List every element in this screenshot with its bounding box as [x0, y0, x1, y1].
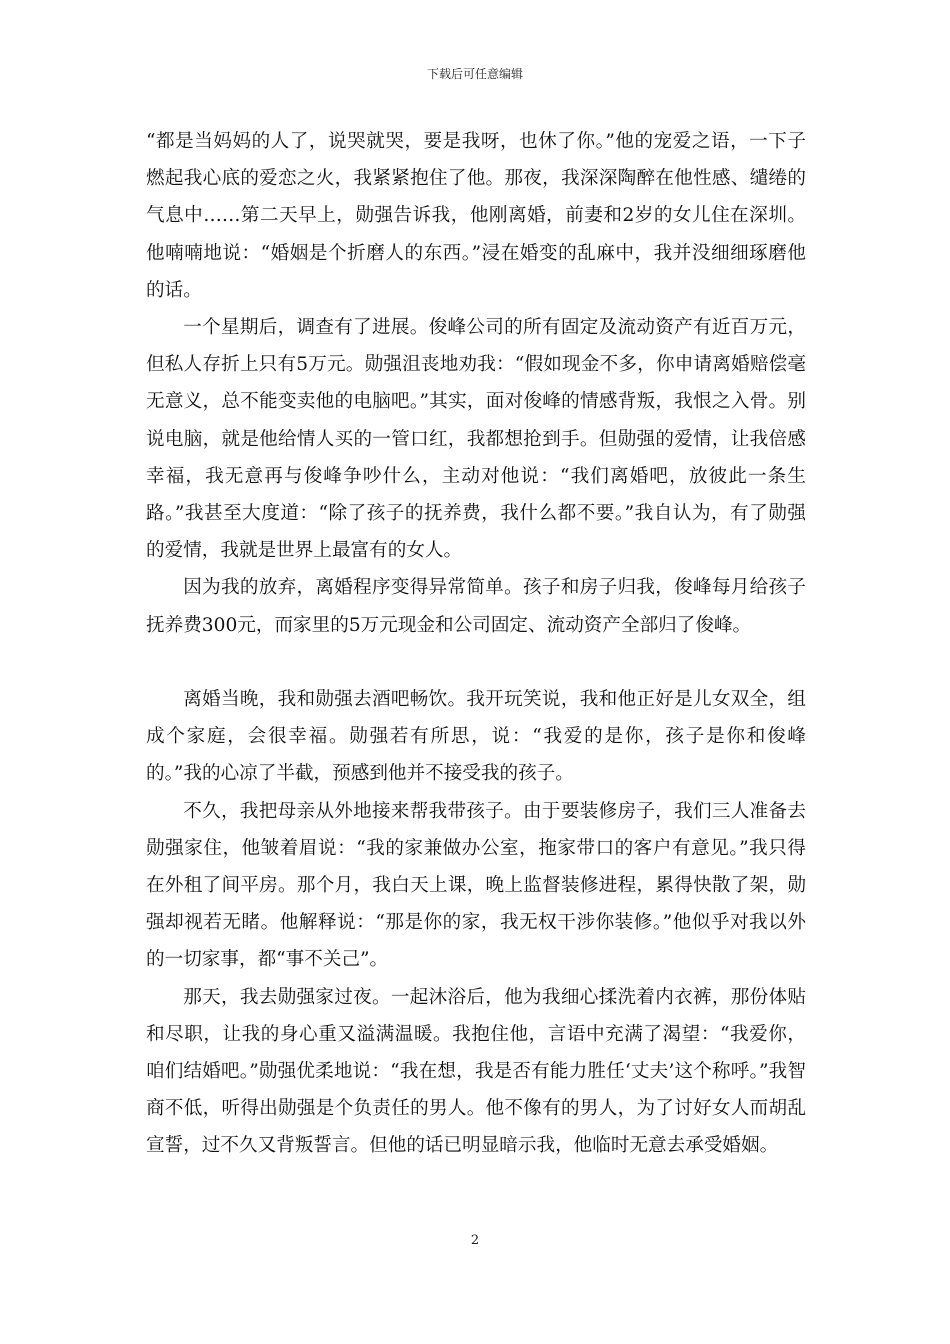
paragraph: 一个星期后，调查有了进展。俊峰公司的所有固定及流动资产有近百万元，但私人存折上只有5万元。勋强沮丧地劝我：“假如现金不多，你申请离婚赔偿毫无意义，总不能变卖他的电脑吧。”其实，面对俊峰的情感背叛，我恨之入骨。别说电脑，就是他给情人买的一管口红，我都想抢到手。但勋强的爱情，让我倍感幸福，我无意再与俊峰争吵什么，主动对他说：“我们离婚吧，放彼此一条生路。”我甚至大度道：“除了孩子的抚养费，我什么都不要。”我自认为，有了勋强的爱情，我就是世界上最富有的女人。	[146, 317, 806, 562]
paragraph: 那天，我去勋强家过夜。一起沐浴后，他为我细心揉洗着内衣裤，那份体贴和尽职，让我的身心重又溢满温暖。我抱住他，言语中充满了渴望：“我爱你，咱们结婚吧。”勋强优柔地说：“我在想，我是否有能力胜任‘丈夫’这个称呼。”我智商不低，听得出勋强是个负责任的男人。他不像有的男人，为了讨好女人而胡乱宣誓，过不久又背叛誓言。但他的话已明显暗示我，他临时无意去承受婚姻。	[146, 986, 806, 1157]
paragraph: 离婚当晚，我和勋强去酒吧畅饮。我开玩笑说，我和他正好是儿女双全，组成个家庭，会很幸福。勋强若有所思，说：“我爱的是你，孩子是你和俊峰的。”我的心凉了半截，预感到他并不接受我的孩子。	[146, 689, 806, 785]
paragraph-spacer	[146, 644, 806, 681]
page-number: 2	[470, 1233, 480, 1248]
paragraph: 因为我的放弃，离婚程序变得异常简单。孩子和房子归我，俊峰每月给孩子抚养费300元，而家里的5万元现金和公司固定、流动资产全部归了俊峰。	[146, 577, 806, 636]
page-header: 下载后可任意编辑	[426, 67, 523, 81]
paragraph: 不久，我把母亲从外地接来帮我带孩子。由于要装修房子，我们三人准备去勋强家住，他皱着眉说：“我的家兼做办公室，拖家带口的客户有意见。”我只得在外租了间平房。那个月，我白天上课，晚上监督装修进程，累得快散了架，勋强却视若无睹。他解释说：“那是你的家，我无权干涉你装修。”他似乎对我以外的一切家事，都“事不关己”。	[146, 800, 806, 971]
document-body	[146, 123, 806, 1165]
paragraph: “都是当妈妈的人了，说哭就哭，要是我呀，也休了你。”他的宠爱之语，一下子燃起我心底的爱恋之火，我紧紧抱住了他。那夜，我深深陶醉在他性感、缱绻的气息中……第二天早上，勋强告诉我，他刚离婚，前妻和2岁的女儿住在深圳。他喃喃地说：“婚姻是个折磨人的东西。”浸在婚变的乱麻中，我并没细细琢磨他的话。	[146, 131, 806, 301]
